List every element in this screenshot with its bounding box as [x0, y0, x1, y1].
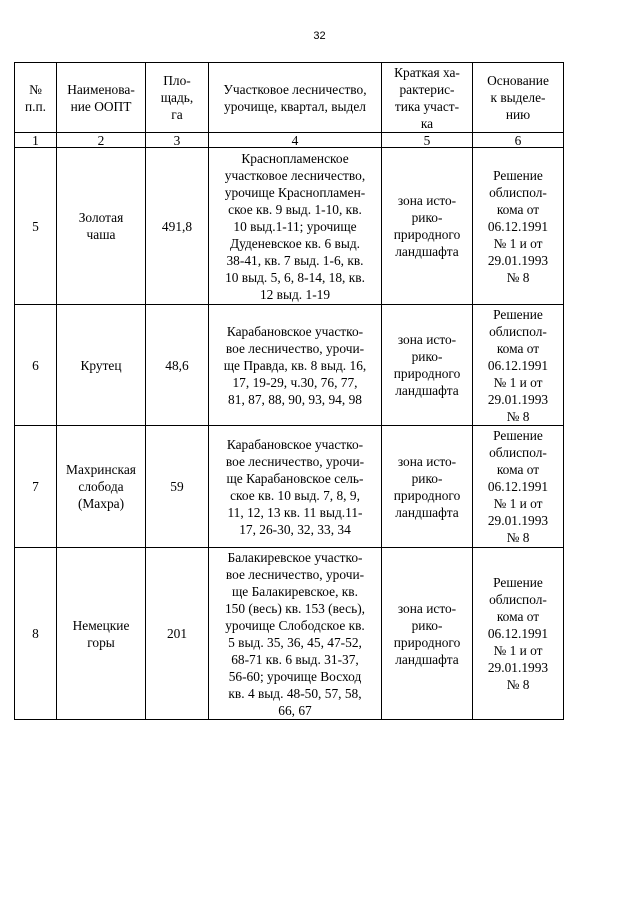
- oopt-table: [14, 62, 564, 720]
- column-number: 1: [15, 133, 57, 148]
- column-number: 2: [57, 133, 146, 148]
- table-row: [15, 305, 564, 426]
- cell-basis: Решение облиспол- кома от 06.12.1991 № 1 и от 29.01.1993 № 8: [473, 305, 564, 426]
- cell-characteristic: зона исто- рико- природного ландшафта: [382, 148, 473, 305]
- cell-num: 5: [15, 148, 57, 305]
- header-area: Пло- щадь, га: [146, 63, 209, 133]
- table-row: [15, 148, 564, 305]
- cell-area: 59: [146, 426, 209, 548]
- cell-location: Балакиревское участко- вое лесничество, урочи- ще Балакиревское, кв. 150 (весь) кв. 153 (весь), урочище Слободское кв. 5 выд. 35, 36, 45, 47-52, 68-71 кв. 6 выд. 31-37, 56-60; урочище Восход кв. 4 выд. 48-50, 57, 58, 66, 67: [209, 548, 382, 720]
- cell-characteristic: зона исто- рико- природного ландшафта: [382, 305, 473, 426]
- table-row: [15, 548, 564, 720]
- cell-name: Золотая чаша: [57, 148, 146, 305]
- cell-name: Немецкие горы: [57, 548, 146, 720]
- cell-name: Крутец: [57, 305, 146, 426]
- cell-area: 201: [146, 548, 209, 720]
- header-name: Наименова- ние ООПТ: [57, 63, 146, 133]
- cell-area: 48,6: [146, 305, 209, 426]
- header-basis: Основание к выделе- нию: [473, 63, 564, 133]
- cell-characteristic: зона исто- рико- природного ландшафта: [382, 548, 473, 720]
- cell-basis: Решение облиспол- кома от 06.12.1991 № 1 и от 29.01.1993 № 8: [473, 548, 564, 720]
- cell-num: 8: [15, 548, 57, 720]
- column-number: 6: [473, 133, 564, 148]
- column-number: 4: [209, 133, 382, 148]
- column-number: 5: [382, 133, 473, 148]
- header-characteristic: Краткая ха- рактерис- тика участ- ка: [382, 63, 473, 133]
- cell-name: Махринская слобода (Махра): [57, 426, 146, 548]
- cell-num: 7: [15, 426, 57, 548]
- cell-location: Карабановское участко- вое лесничество, урочи- ще Правда, кв. 8 выд. 16, 17, 19-29, ч.30, 76, 77, 81, 87, 88, 90, 93, 94, 98: [209, 305, 382, 426]
- page-number: 32: [313, 30, 326, 42]
- cell-basis: Решение облиспол- кома от 06.12.1991 № 1 и от 29.01.1993 № 8: [473, 426, 564, 548]
- cell-num: 6: [15, 305, 57, 426]
- table-row: [15, 426, 564, 548]
- header-num: № п.п.: [15, 63, 57, 133]
- column-number: 3: [146, 133, 209, 148]
- cell-location: Краснопламенское участковое лесничество, урочище Краснопламен- ское кв. 9 выд. 1-10, кв. 10 выд.1-11; урочище Дуденевское кв. 6 выд. 38-41, кв. 7 выд. 1-6, кв. 10 выд. 5, 6, 8-14, 18, кв. 12 выд. 1-19: [209, 148, 382, 305]
- cell-area: 491,8: [146, 148, 209, 305]
- cell-basis: Решение облиспол- кома от 06.12.1991 № 1 и от 29.01.1993 № 8: [473, 148, 564, 305]
- header-location: Участковое лесничество, урочище, квартал, выдел: [209, 63, 382, 133]
- cell-characteristic: зона исто- рико- природного ландшафта: [382, 426, 473, 548]
- column-numbers-row: [15, 133, 564, 148]
- cell-location: Карабановское участко- вое лесничество, урочи- ще Карабановское сель- ское кв. 10 выд. 7, 8, 9, 11, 12, 13 кв. 11 выд.11- 17, 26-30, 32, 33, 34: [209, 426, 382, 548]
- table-header-row: [15, 63, 564, 133]
